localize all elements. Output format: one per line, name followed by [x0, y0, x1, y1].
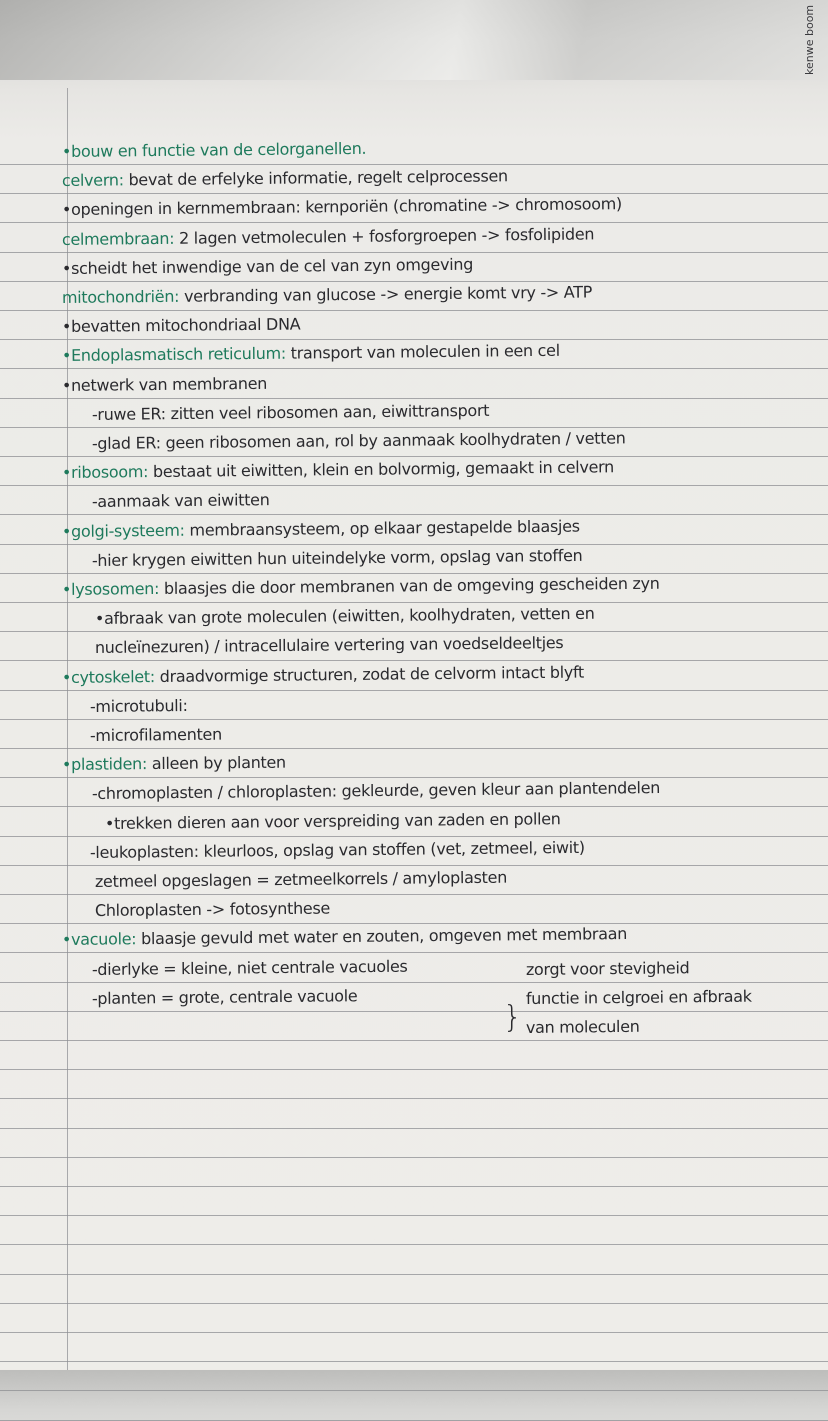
note-line	[90, 838, 585, 862]
note-line	[95, 899, 330, 920]
ruled-line	[0, 1128, 828, 1129]
note-line	[62, 282, 592, 307]
ruled-line	[0, 602, 828, 603]
note-text: -hier krygen eiwitten hun uiteindelyke vorm, opslag van stoffen	[92, 546, 583, 570]
photo-shadow	[0, 0, 828, 80]
note-term: •ribosoom:	[62, 462, 149, 482]
ruled-line	[0, 894, 828, 895]
side-note: kenwe boom	[803, 5, 816, 75]
ruled-line	[0, 1390, 828, 1391]
note-term: celvern:	[62, 170, 124, 190]
note-line	[62, 574, 660, 599]
note-text: transport van moleculen in een cel	[286, 341, 560, 363]
ruled-line	[0, 982, 828, 983]
note-line	[62, 924, 627, 949]
ruled-line	[0, 1157, 828, 1158]
note-line	[92, 546, 583, 570]
ruled-line	[0, 222, 828, 223]
brace-mark: }	[503, 1000, 522, 1035]
note-text: nucleïnezuren) / intracellulaire vertering van voedseldeeltjes	[95, 633, 564, 657]
ruled-line	[0, 1098, 828, 1099]
ruled-line	[0, 1303, 828, 1304]
note-term: •plastiden:	[62, 754, 147, 774]
ruled-line	[0, 252, 828, 253]
note-text: membraansysteem, op elkaar gestapelde blaasjes	[185, 517, 580, 540]
note-line	[62, 139, 367, 161]
note-line	[92, 986, 358, 1008]
note-line	[62, 341, 560, 365]
ruled-line	[0, 1215, 828, 1216]
ruled-line	[0, 485, 828, 486]
note-text: blaasjes die door membranen van de omgeving gescheiden zyn	[159, 574, 660, 598]
note-term: celmembraan:	[62, 229, 175, 249]
note-text: -aanmaak van eiwitten	[92, 490, 270, 511]
note-line	[95, 604, 595, 628]
note-text: •afbraak van grote moleculen (eiwitten, koolhydraten, vetten en	[95, 604, 595, 628]
ruled-line	[0, 427, 828, 428]
ruled-line	[0, 719, 828, 720]
note-line	[92, 401, 489, 424]
note-line	[90, 725, 222, 745]
note-text: •scheidt het inwendige van de cel van zyn omgeving	[62, 255, 473, 278]
ruled-line	[0, 631, 828, 632]
note-text: draadvormige structuren, zodat de celvorm intact blyft	[155, 663, 584, 686]
ruled-line	[0, 456, 828, 457]
note-line	[92, 778, 660, 803]
ruled-line	[0, 806, 828, 807]
right-note: functie in celgroei en afbraak	[526, 987, 752, 1008]
note-line	[90, 696, 188, 716]
note-text: •trekken dieren aan voor verspreiding van zaden en pollen	[105, 809, 561, 833]
note-text: -microfilamenten	[90, 725, 222, 745]
ruled-line	[0, 514, 828, 515]
note-line	[62, 166, 508, 190]
note-line	[92, 428, 626, 453]
note-term: •bouw en functie van de celorganellen.	[62, 139, 367, 161]
note-line	[62, 663, 584, 687]
ruled-line	[0, 1069, 828, 1070]
note-text: bestaat uit eiwitten, klein en bolvormig, gemaakt in celvern	[148, 457, 614, 481]
ruled-line	[0, 368, 828, 369]
note-text: zetmeel opgeslagen = zetmeelkorrels / amyloplasten	[95, 868, 507, 891]
note-line	[95, 868, 507, 891]
ruled-line	[0, 281, 828, 282]
ruled-line	[0, 952, 828, 953]
note-term: •lysosomen:	[62, 579, 159, 599]
note-term: mitochondriën:	[62, 287, 180, 307]
ruled-line	[0, 690, 828, 691]
note-line	[105, 809, 561, 833]
note-text: bevat de erfelyke informatie, regelt celprocessen	[124, 166, 508, 189]
note-line	[62, 753, 286, 774]
note-text: -glad ER: geen ribosomen aan, rol by aanmaak koolhydraten / vetten	[92, 428, 626, 453]
note-term: •vacuole:	[62, 929, 137, 949]
note-line	[92, 490, 270, 511]
ruled-line	[0, 310, 828, 311]
note-text: •openingen in kernmembraan: kernporiën (chromatine -> chromosoom)	[62, 194, 622, 219]
ruled-line	[0, 339, 828, 340]
note-line	[62, 457, 614, 482]
note-text: -dierlyke = kleine, niet centrale vacuoles	[92, 957, 408, 979]
ruled-line	[0, 1186, 828, 1187]
note-text: -ruwe ER: zitten veel ribosomen aan, eiwittransport	[92, 401, 489, 424]
note-text: -chromoplasten / chloroplasten: gekleurde, geven kleur aan plantendelen	[92, 778, 660, 803]
ruled-line	[0, 1040, 828, 1041]
note-term: •golgi-systeem:	[62, 521, 185, 541]
note-line	[62, 224, 594, 249]
note-text: 2 lagen vetmoleculen + fosforgroepen -> fosfolipiden	[174, 224, 594, 247]
ruled-line	[0, 1274, 828, 1275]
note-line	[95, 633, 564, 657]
note-line	[62, 374, 267, 395]
ruled-line	[0, 573, 828, 574]
ruled-line	[0, 923, 828, 924]
note-text: •netwerk van membranen	[62, 374, 267, 395]
note-line	[92, 957, 408, 979]
ruled-line	[0, 1332, 828, 1333]
ruled-line	[0, 748, 828, 749]
ruled-line	[0, 777, 828, 778]
note-line	[62, 315, 301, 336]
note-term: •cytoskelet:	[62, 667, 155, 687]
ruled-line	[0, 398, 828, 399]
note-text: verbranding van glucose -> energie komt vry -> ATP	[179, 282, 592, 305]
ruled-line	[0, 164, 828, 165]
note-text: Chloroplasten -> fotosynthese	[95, 899, 330, 920]
note-text: -leukoplasten: kleurloos, opslag van stoffen (vet, zetmeel, eiwit)	[90, 838, 585, 862]
ruled-line	[0, 836, 828, 837]
note-text: -planten = grote, centrale vacuole	[92, 986, 358, 1008]
note-text: alleen by planten	[147, 753, 286, 773]
note-line	[62, 517, 580, 541]
ruled-line	[0, 660, 828, 661]
right-note: zorgt voor stevigheid	[526, 958, 690, 979]
note-line	[62, 255, 473, 278]
ruled-line	[0, 865, 828, 866]
note-text: blaasje gevuld met water en zouten, omgeven met membraan	[136, 924, 627, 948]
ruled-line	[0, 1361, 828, 1362]
ruled-line	[0, 1244, 828, 1245]
ruled-line	[0, 544, 828, 545]
note-line	[62, 194, 622, 219]
ruled-line	[0, 193, 828, 194]
note-term: •Endoplasmatisch reticulum:	[62, 344, 286, 365]
note-text: -microtubuli:	[90, 696, 188, 716]
ruled-line	[0, 1011, 828, 1012]
right-note: van moleculen	[526, 1017, 640, 1037]
note-text: •bevatten mitochondriaal DNA	[62, 315, 301, 336]
